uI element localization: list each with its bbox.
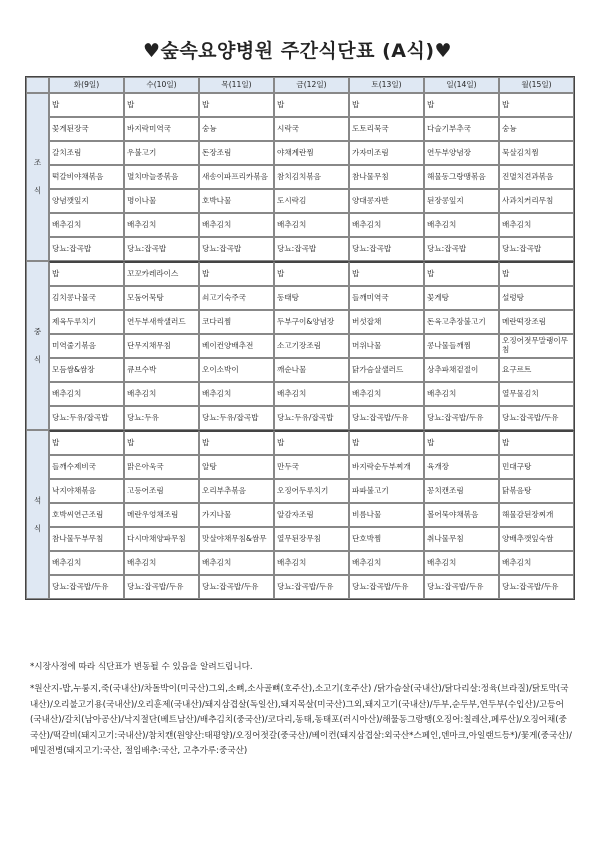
menu-cell: 배추김치 <box>199 213 274 237</box>
menu-cell: 밥 <box>349 93 424 117</box>
menu-row <box>26 430 574 455</box>
menu-cell: 당뇨:잡곡밥/두유 <box>424 575 499 599</box>
menu-cell: 맑은아욱국 <box>124 455 199 479</box>
menu-cell: 호박씨연근조림 <box>49 503 124 527</box>
menu-cell: 오징어젓무말랭이무침 <box>499 334 574 358</box>
menu-cell: 양배추깻잎숙쌈 <box>499 527 574 551</box>
menu-cell: 떡갈비야채볶음 <box>49 165 124 189</box>
menu-cell: 가지나물 <box>199 503 274 527</box>
menu-cell: 밥 <box>499 93 574 117</box>
menu-cell: 밥 <box>499 430 574 455</box>
menu-cell: 밥 <box>499 261 574 286</box>
menu-cell: 호박나물 <box>199 189 274 213</box>
menu-cell: 오징어두루치기 <box>274 479 349 503</box>
menu-cell: 다시마채양파무침 <box>124 527 199 551</box>
menu-cell: 당뇨:잡곡밥/두유 <box>424 406 499 430</box>
menu-cell: 고등어조림 <box>124 479 199 503</box>
menu-cell: 밥 <box>199 261 274 286</box>
menu-cell: 밥 <box>424 430 499 455</box>
menu-cell: 취나물무침 <box>424 527 499 551</box>
menu-cell: 배추김치 <box>49 382 124 406</box>
menu-cell: 설렁탕 <box>499 286 574 310</box>
menu-cell: 꽃게된장국 <box>49 117 124 141</box>
day-header: 목(11일) <box>199 77 274 93</box>
page-title: ♥숲속요양병원 주간식단표 (A식)♥ <box>142 40 453 62</box>
menu-cell: 해물감된장찌개 <box>499 503 574 527</box>
menu-cell: 밥 <box>424 261 499 286</box>
menu-cell: 다슬기부추국 <box>424 117 499 141</box>
meal-label-char: 식 <box>33 186 42 195</box>
menu-cell: 밥 <box>124 93 199 117</box>
menu-cell: 연두부새싹샐러드 <box>124 310 199 334</box>
menu-cell: 비름나물 <box>349 503 424 527</box>
notice-text: *시장사정에 따라 식단표가 변동될 수 있음을 알려드립니다. <box>30 662 253 672</box>
menu-row <box>26 334 574 358</box>
menu-cell: 메란우엉채조림 <box>124 503 199 527</box>
menu-cell: 도시락김 <box>274 189 349 213</box>
menu-cell: 당뇨:잡곡밥 <box>49 237 124 261</box>
menu-cell: 밥 <box>274 93 349 117</box>
meal-label-char: 식 <box>33 354 42 364</box>
menu-cell: 당뇨:잡곡밥/두유 <box>349 406 424 430</box>
menu-cell: 들깨수제비국 <box>49 455 124 479</box>
meal-label <box>26 430 49 599</box>
menu-row <box>26 382 574 406</box>
menu-cell: 배추김치 <box>274 213 349 237</box>
menu-cell: 시락국 <box>274 117 349 141</box>
menu-cell: 된장콩잎지 <box>424 189 499 213</box>
menu-cell: 배추김치 <box>349 382 424 406</box>
day-header: 수(10일) <box>124 77 199 93</box>
menu-row <box>26 527 574 551</box>
menu-cell: 배추김치 <box>49 551 124 575</box>
menu-cell: 미역줄기볶음 <box>49 334 124 358</box>
menu-row <box>26 93 574 117</box>
menu-cell: 배추김치 <box>424 213 499 237</box>
menu-cell: 갈치조림 <box>49 141 124 165</box>
menu-row <box>26 189 574 213</box>
menu-cell: 당뇨:잡곡밥 <box>499 237 574 261</box>
menu-cell: 밥 <box>124 430 199 455</box>
menu-row <box>26 358 574 382</box>
menu-cell: 메란떡장조림 <box>499 310 574 334</box>
menu-cell: 당뇨:잡곡밥/두유 <box>349 575 424 599</box>
menu-cell: 오리부추볶음 <box>199 479 274 503</box>
meal-label <box>26 93 49 261</box>
menu-cell: 배추김치 <box>499 551 574 575</box>
menu-cell: 낙지야채볶음 <box>49 479 124 503</box>
menu-cell: 당뇨:잡곡밥 <box>349 237 424 261</box>
menu-cell: 배추김치 <box>349 213 424 237</box>
menu-cell: 열무된장무침 <box>274 527 349 551</box>
menu-cell: 묵살김치찜 <box>499 141 574 165</box>
menu-cell: 모둠어묵탕 <box>124 286 199 310</box>
menu-cell: 육개장 <box>424 455 499 479</box>
menu-cell: 배추김치 <box>49 213 124 237</box>
menu-cell: 배추김치 <box>349 551 424 575</box>
menu-row <box>26 551 574 575</box>
menu-cell: 바지락순두부찌개 <box>349 455 424 479</box>
menu-cell: 숭늉 <box>499 117 574 141</box>
menu-cell: 숭늉 <box>199 117 274 141</box>
menu-cell: 김치콩나물국 <box>49 286 124 310</box>
meal-label <box>26 261 49 430</box>
menu-cell: 큐브수박 <box>124 358 199 382</box>
menu-cell: 배추김치 <box>199 551 274 575</box>
day-header: 화(9일) <box>49 77 124 93</box>
menu-cell: 밥 <box>274 261 349 286</box>
menu-cell: 오이소박이 <box>199 358 274 382</box>
menu-cell: 파파불고기 <box>349 479 424 503</box>
menu-cell: 당뇨:잡곡밥 <box>124 237 199 261</box>
menu-cell: 민대구탕 <box>499 455 574 479</box>
menu-cell: 배추김치 <box>124 551 199 575</box>
day-header: 일(14일) <box>424 77 499 93</box>
menu-cell: 배추김치 <box>274 382 349 406</box>
menu-cell: 참나물두부무침 <box>49 527 124 551</box>
menu-cell: 우불고기 <box>124 141 199 165</box>
menu-cell: 동태탕 <box>274 286 349 310</box>
menu-cell: 진멸치견과볶음 <box>499 165 574 189</box>
weekly-menu-table <box>25 76 575 600</box>
menu-cell: 닭볶음탕 <box>499 479 574 503</box>
day-header-row <box>26 77 574 93</box>
menu-cell: 당뇨:잡곡밥/두유 <box>499 575 574 599</box>
meal-label-char: 식 <box>33 523 42 533</box>
menu-cell: 당뇨:두유/잡곡밥 <box>199 406 274 430</box>
menu-cell: 바지락미역국 <box>124 117 199 141</box>
menu-row <box>26 310 574 334</box>
menu-cell: 도토리묵국 <box>349 117 424 141</box>
menu-cell: 버섯잡채 <box>349 310 424 334</box>
menu-row <box>26 165 574 189</box>
menu-cell: 가자미조림 <box>349 141 424 165</box>
menu-cell: 배추김치 <box>424 382 499 406</box>
menu-cell: 사과치커리무침 <box>499 189 574 213</box>
menu-cell: 밥 <box>199 430 274 455</box>
menu-cell: 밥 <box>424 93 499 117</box>
menu-cell: 밥 <box>49 430 124 455</box>
menu-cell: 당뇨:잡곡밥/두유 <box>49 575 124 599</box>
menu-cell: 당뇨:잡곡밥/두유 <box>124 575 199 599</box>
menu-cell: 당뇨:두유 <box>124 406 199 430</box>
menu-cell: 만두국 <box>274 455 349 479</box>
menu-cell: 밥 <box>349 261 424 286</box>
origin-text: *원산지-밥,누룽지,죽(국내산)/차돌박이(미국산)그외,소뼈,소사골뼈(호주산),소고기(호주산) /닭가슴살(국내산)/닭다리살:정육(브라질)/닭토막(국내산)/오리불고기용(국내산)/오리훈제(국내산)/돼지삼겹살(독일산),돼지목살(미국산)그외,돼지고기(국내산)/두부,순두부,연두부(수입산)/고등어(국내산)/갈치(남아공산)/낙지절단(베트남산)/배추김치(중국산)/코다리,동태,동태포(러시아산)/해물동그랑땡(오징어:칠레산,페루산)/오징어채(중국산)/떡갈비(돼지고기:국내산)/참치캔(원양산:태평양)/오징어젓갈(중국산)/베이컨(돼지삼겹살:외국산*스페인,덴마크,아일랜드등*)/꽃게(중국산)/메밀전병(돼지고기:국산, 절임배추:국산, 고추가루:중국산) <box>30 684 572 756</box>
menu-cell: 코다리찜 <box>199 310 274 334</box>
menu-cell: 배추김치 <box>199 382 274 406</box>
menu-cell: 당뇨:잡곡밥/두유 <box>199 575 274 599</box>
menu-cell: 당뇨:잡곡밥/두유 <box>499 406 574 430</box>
menu-cell: 밥 <box>49 261 124 286</box>
menu-cell: 밥 <box>199 93 274 117</box>
menu-cell: 요구르트 <box>499 358 574 382</box>
menu-cell: 양대콩자반 <box>349 189 424 213</box>
menu-row <box>26 406 574 430</box>
menu-cell: 모듬쌈&쌈장 <box>49 358 124 382</box>
meal-label-char: 중 <box>33 326 42 336</box>
menu-cell: 배추김치 <box>499 213 574 237</box>
menu-row <box>26 479 574 503</box>
menu-cell: 꽃게탕 <box>424 286 499 310</box>
menu-cell: 알감자조림 <box>274 503 349 527</box>
menu-cell: 당뇨:잡곡밥 <box>274 237 349 261</box>
day-header: 월(15일) <box>499 77 574 93</box>
menu-cell: 밥 <box>349 430 424 455</box>
day-header: 금(12일) <box>274 77 349 93</box>
menu-cell: 돈장조림 <box>199 141 274 165</box>
menu-cell: 명이나물 <box>124 189 199 213</box>
menu-cell: 단무지채무침 <box>124 334 199 358</box>
menu-row <box>26 237 574 261</box>
menu-cell: 멸치마늘종볶음 <box>124 165 199 189</box>
menu-cell: 맛살야채무침&쌈무 <box>199 527 274 551</box>
meal-label-char: 조 <box>33 158 42 167</box>
menu-cell: 소고기장조림 <box>274 334 349 358</box>
menu-row <box>26 141 574 165</box>
menu-cell: 배추김치 <box>124 213 199 237</box>
menu-cell: 콩나물들깨찜 <box>424 334 499 358</box>
menu-cell: 단호박찜 <box>349 527 424 551</box>
menu-cell: 참치김치볶음 <box>274 165 349 189</box>
header-corner <box>26 77 49 93</box>
menu-cell: 당뇨:잡곡밥 <box>424 237 499 261</box>
day-header: 토(13일) <box>349 77 424 93</box>
menu-cell: 꼬꼬카레라이스 <box>124 261 199 286</box>
meal-label-char: 석 <box>33 495 42 505</box>
menu-row <box>26 261 574 286</box>
menu-cell: 새송이파프리카볶음 <box>199 165 274 189</box>
menu-cell: 배추김치 <box>124 382 199 406</box>
menu-row <box>26 575 574 599</box>
menu-row <box>26 503 574 527</box>
menu-cell: 배추김치 <box>424 551 499 575</box>
menu-cell: 당뇨:잡곡밥 <box>199 237 274 261</box>
menu-cell: 알탕 <box>199 455 274 479</box>
menu-cell: 깨순나물 <box>274 358 349 382</box>
menu-row <box>26 455 574 479</box>
menu-cell: 밥 <box>49 93 124 117</box>
menu-row <box>26 117 574 141</box>
menu-cell: 당뇨:두유/잡곡밥 <box>274 406 349 430</box>
menu-cell: 머위나물 <box>349 334 424 358</box>
menu-cell: 해물동그랑땡볶음 <box>424 165 499 189</box>
menu-cell: 열무물김치 <box>499 382 574 406</box>
menu-cell: 상추파채겉절이 <box>424 358 499 382</box>
menu-cell: 돈육고추장불고기 <box>424 310 499 334</box>
menu-cell: 연두부양념장 <box>424 141 499 165</box>
menu-cell: 참나물무침 <box>349 165 424 189</box>
menu-cell: 당뇨:잡곡밥/두유 <box>274 575 349 599</box>
menu-cell: 들깨미역국 <box>349 286 424 310</box>
menu-row <box>26 286 574 310</box>
menu-row <box>26 213 574 237</box>
menu-cell: 닭가슴살샐러드 <box>349 358 424 382</box>
menu-cell: 꽁치캔조림 <box>424 479 499 503</box>
menu-cell: 제육두루치기 <box>49 310 124 334</box>
menu-cell: 당뇨:두유/잡곡밥 <box>49 406 124 430</box>
menu-cell: 배추김치 <box>274 551 349 575</box>
menu-cell: 야채계란찜 <box>274 141 349 165</box>
menu-cell: 밥 <box>274 430 349 455</box>
menu-cell: 쇠고기숙주국 <box>199 286 274 310</box>
menu-cell: 양념깻잎지 <box>49 189 124 213</box>
menu-cell: 두부구이&양념장 <box>274 310 349 334</box>
menu-cell: 베이컨양배추전 <box>199 334 274 358</box>
menu-cell: 볼어묵야채볶음 <box>424 503 499 527</box>
